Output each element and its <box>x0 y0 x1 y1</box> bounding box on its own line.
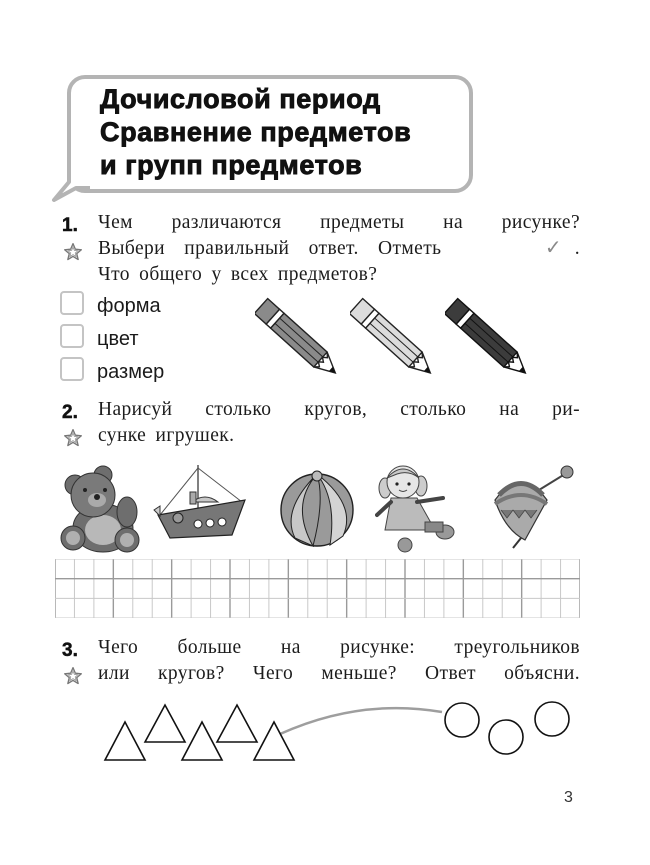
task-3-line-1: Чего больше на рисунке: треугольников <box>98 637 580 658</box>
triangle-icon <box>105 722 145 760</box>
triangle-icon <box>217 705 257 742</box>
star-icon <box>63 428 83 448</box>
triangle-icon <box>254 722 294 760</box>
task-1-line-2 <box>98 235 580 260</box>
star-icon <box>63 242 83 262</box>
task-1-line-1: Чем различаются предметы на рисунке? <box>98 212 580 233</box>
connector-line <box>280 708 442 734</box>
page-number: 3 <box>564 789 573 806</box>
task-1-number: 1. <box>62 215 78 236</box>
drawing-grid[interactable] <box>55 559 580 618</box>
pencil-dark-icon <box>445 296 545 388</box>
task-2-line-2: сунке игрушек. <box>98 425 235 446</box>
option-label-razmer: размер <box>97 361 165 383</box>
task-1-line-3: Что общего у всех предметов? <box>98 264 378 285</box>
task-2-line-1: Нарисуй столько кругов, столько на ри- <box>98 399 580 420</box>
circle-icon <box>535 702 569 736</box>
title-line-1: Дочисловой период <box>100 84 381 114</box>
ball-icon <box>275 460 375 555</box>
option-label-forma: форма <box>97 295 161 317</box>
doll-icon <box>375 460 475 555</box>
title-line-2: Сравнение предметов <box>100 117 412 147</box>
toy-boat-icon <box>150 460 250 555</box>
title-line-3: и групп предметов <box>100 150 363 180</box>
option-checkbox-razmer[interactable] <box>60 357 84 381</box>
task-3-number: 3. <box>62 640 78 661</box>
checkmark-icon: ✓ <box>544 235 562 259</box>
task-1-period: . <box>574 238 580 259</box>
spinning-top-icon <box>485 460 585 555</box>
shapes-figure <box>100 700 580 780</box>
task-3-line-2: или кругов? Чего меньше? Ответ объясни. <box>98 663 580 684</box>
circle-icon <box>489 720 523 754</box>
task-2-number: 2. <box>62 402 78 423</box>
option-checkbox-cvet[interactable] <box>60 324 84 348</box>
grid-lines <box>55 559 580 618</box>
star-icon <box>63 666 83 686</box>
circle-icon <box>445 703 479 737</box>
teddy-bear-icon <box>55 460 155 555</box>
triangle-icon <box>182 722 222 760</box>
triangle-icon <box>145 705 185 742</box>
pencil-gray-icon <box>255 296 355 388</box>
task-1-line-2-text: Выбери правильный ответ. Отметь <box>98 238 442 259</box>
option-label-cvet: цвет <box>97 328 139 350</box>
option-checkbox-forma[interactable] <box>60 291 84 315</box>
pencil-light-icon <box>350 296 450 388</box>
